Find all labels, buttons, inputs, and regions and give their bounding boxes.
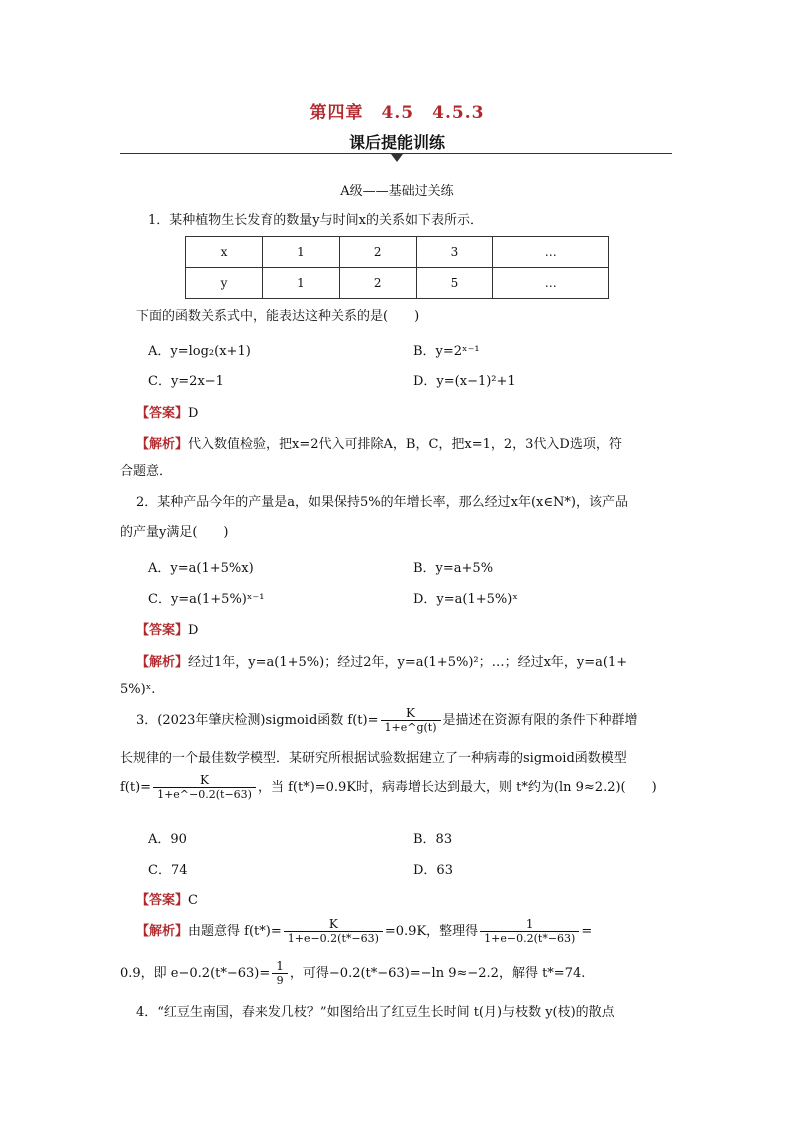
table-row	[186, 268, 609, 299]
fraction	[272, 959, 288, 988]
q2-option-b: B．y=a+5%	[413, 561, 494, 576]
analysis-text-a: 由题意得 f(t*)=	[188, 924, 282, 939]
q1-option-b: B．y=2ˣ⁻¹	[413, 344, 480, 359]
q3-stem-cont: 长规律的一个最佳数学模型．某研究所根据试验数据建立了一种病毒的sigmoid函数模型	[120, 751, 627, 766]
answer-value: D	[188, 623, 199, 638]
q3-stem	[136, 706, 696, 736]
q3-stem-formula	[120, 768, 680, 808]
fraction-denominator: 1+e^g(t)	[384, 721, 437, 734]
q3-stem-a: 3．(2023年肇庆检测)sigmoid函数 f(t)=	[136, 713, 379, 728]
q3-analysis	[136, 912, 592, 952]
q2-option-c: C．y=a(1+5%)ˣ⁻¹	[148, 592, 265, 607]
fraction-numerator: K	[284, 917, 383, 932]
chapter-title: 第四章 4.5 4.5.3	[309, 103, 485, 123]
fraction-denominator: 9	[276, 974, 284, 987]
q1-option-a: A．y=log₂(x+1)	[148, 344, 251, 359]
table-cell: y	[186, 268, 263, 299]
q4-stem: 4．“红豆生南国，春来发几枝？”如图给出了红豆生长时间 t(月)与枝数 y(枝)的散点	[136, 1005, 615, 1020]
q3-answer	[136, 889, 198, 908]
answer-tag: 【答案】	[136, 623, 189, 638]
q2-option-a: A．y=a(1+5%x)	[148, 561, 254, 576]
answer-value: D	[188, 406, 199, 421]
answer-value: C	[188, 893, 198, 908]
table-cell: 2	[339, 268, 416, 299]
fraction	[153, 773, 256, 802]
q2-stem-cont: 的产量y满足( )	[120, 525, 229, 540]
q1-table	[185, 236, 609, 299]
triangle-marker-icon	[391, 154, 403, 162]
q2-option-d: D．y=a(1+5%)ˣ	[413, 592, 518, 607]
fraction-numerator: K	[381, 706, 441, 721]
q3-option-b: B．83	[413, 832, 453, 847]
q3-formula-b: ，当 f(t*)=0.9K时，病毒增长达到最大，则 t*约为(ln 9≈2.2)( )	[257, 780, 657, 795]
fraction-denominator: 1+e^−0.2(t−63)	[157, 788, 252, 801]
analysis-text: 经过1年，y=a(1+5%)；经过2年，y=a(1+5%)²；…；经过x年，y=a(1+	[188, 655, 628, 670]
table-cell: 5	[416, 268, 493, 299]
q1-prompt: 下面的函数关系式中，能表达这种关系的是( )	[136, 309, 420, 324]
analysis-text: 代入数值检验，把x=2代入可排除A，B，C，把x=1，2，3代入D选项，符	[188, 437, 622, 452]
q3-option-a: A．90	[148, 832, 187, 847]
analysis-tag: 【解析】	[136, 924, 189, 939]
section-subtitle: 课后提能训练	[348, 133, 445, 152]
level-heading: A级——基础过关练	[340, 184, 454, 199]
analysis-text-e: ，可得−0.2(t*−63)=−ln 9≈−2.2，解得 t*=74.	[289, 966, 586, 981]
fraction-numerator: 1	[480, 917, 579, 932]
q3-option-c: C．74	[148, 863, 188, 878]
fraction-denominator: 1+e−0.2(t*−63)	[484, 932, 576, 945]
analysis-text-b: =0.9K，整理得	[384, 924, 479, 939]
q1-answer	[136, 402, 198, 421]
q1-analysis	[136, 433, 622, 452]
table-cell: 2	[339, 237, 416, 268]
analysis-tag: 【解析】	[136, 437, 189, 452]
q1-analysis-cont: 合题意．	[120, 464, 173, 479]
table-cell: x	[186, 237, 263, 268]
fraction	[284, 917, 383, 946]
analysis-text-d: 0.9，即 e−0.2(t*−63)=	[120, 966, 271, 981]
q2-analysis	[136, 651, 627, 670]
q1-option-c: C．y=2x−1	[148, 374, 224, 389]
q2-stem: 2．某种产品今年的产量是a，如果保持5%的年增长率，那么经过x年(x∈N*)，该产品	[136, 495, 628, 510]
table-cell: …	[493, 268, 609, 299]
table-cell: …	[493, 237, 609, 268]
table-cell: 3	[416, 237, 493, 268]
q3-formula-a: f(t)=	[120, 780, 152, 795]
fraction	[381, 706, 441, 735]
analysis-tag: 【解析】	[136, 655, 189, 670]
fraction-denominator: 1+e−0.2(t*−63)	[287, 932, 379, 945]
q1-stem: 1．某种植物生长发育的数量y与时间x的关系如下表所示．	[148, 213, 483, 228]
table-cell: 1	[263, 268, 340, 299]
q1-option-d: D．y=(x−1)²+1	[413, 374, 516, 389]
fraction-numerator: 1	[272, 959, 288, 974]
q3-analysis-cont	[120, 956, 680, 992]
fraction-numerator: K	[153, 773, 256, 788]
answer-tag: 【答案】	[136, 893, 189, 908]
q3-option-d: D．63	[413, 863, 453, 878]
analysis-text-c: =	[581, 924, 593, 939]
answer-tag: 【答案】	[136, 406, 189, 421]
table-cell: 1	[263, 237, 340, 268]
fraction	[480, 917, 579, 946]
table-row	[186, 237, 609, 268]
q2-answer	[136, 619, 198, 638]
q3-stem-b: 是描述在资源有限的条件下种群增	[442, 713, 638, 728]
q2-analysis-cont: 5%)ˣ.	[120, 682, 156, 697]
